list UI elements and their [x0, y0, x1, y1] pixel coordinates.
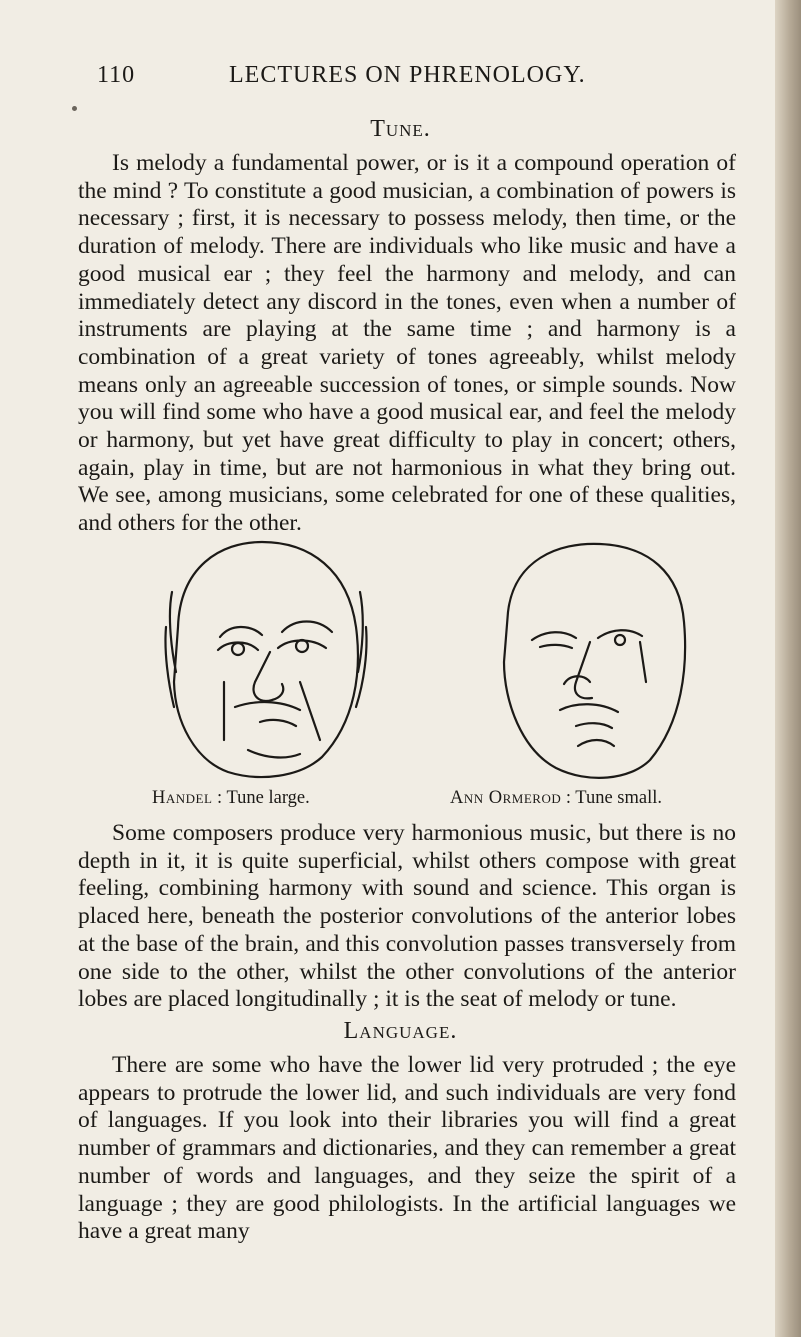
section-heading-language: Language.	[343, 1018, 458, 1044]
handel-head-icon	[150, 532, 380, 787]
ink-speck	[72, 106, 77, 111]
tune-paragraph-2: Some composers produce very harmonious music, but there is no depth in it, it is quite superficial, whilst others compose with great feeling, combining harmony with sound and science. This organ is placed here, beneath the posterior convolutions of the anterior lobes at the base of the brain, and this convolution passes transversely from one side to the other, whilst the other convolutions of the anterior lobes are placed longitudinally ; it is the seat of melody or tune.	[78, 820, 736, 1013]
tune-paragraph-1: Is melody a fundamental power, or is it a compound operation of the mind ? To constitute a good musician, a combination of powers is necessary ; first, it is necessary to possess melody, then time, or the duration of melody. There are individuals who like music and have a good musical ear ; they feel the harmony and melody, and can immediately detect any discord in the tones, even when a number of instruments are playing at the same time ; and harmony is a combination of a great variety of tones agreeably, whilst melody means only an agreeable succession of tones, or simple sounds. Now you will find some who have a good musical ear, and feel the melody or harmony, but yet have great difficulty to play in concert; others, again, play in time, but are not harmonious in what they bring out. We see, among musicians, some celebrated for one of these qualities, and others for the other.	[78, 150, 736, 537]
ann-ormerod-head-icon	[480, 532, 710, 787]
running-head: LECTURES ON PHRENOLOGY.	[229, 62, 586, 88]
caption-handel	[152, 788, 310, 809]
figure-heads	[150, 532, 720, 808]
caption-name: Ann Ormerod	[450, 788, 562, 808]
language-paragraph-1: There are some who have the lower lid very protruded ; the eye appears to protrude the lower lid, and such individuals are very fond of languages. If you look into their libraries you will find a great number of grammars and dictionaries, and they can remember a great number of words and languages, and they seize the spirit of a language ; they are good philologists. In the artificial languages we have a great many	[78, 1052, 736, 1245]
page-header	[97, 62, 697, 102]
page-number: 110	[97, 62, 136, 88]
caption-name: Handel	[152, 788, 213, 808]
section-heading-tune: Tune.	[370, 116, 431, 142]
caption-ann-ormerod	[450, 788, 662, 809]
caption-note: : Tune small.	[561, 788, 662, 808]
page-edge-shadow	[775, 0, 801, 1337]
caption-note: : Tune large.	[212, 788, 310, 808]
